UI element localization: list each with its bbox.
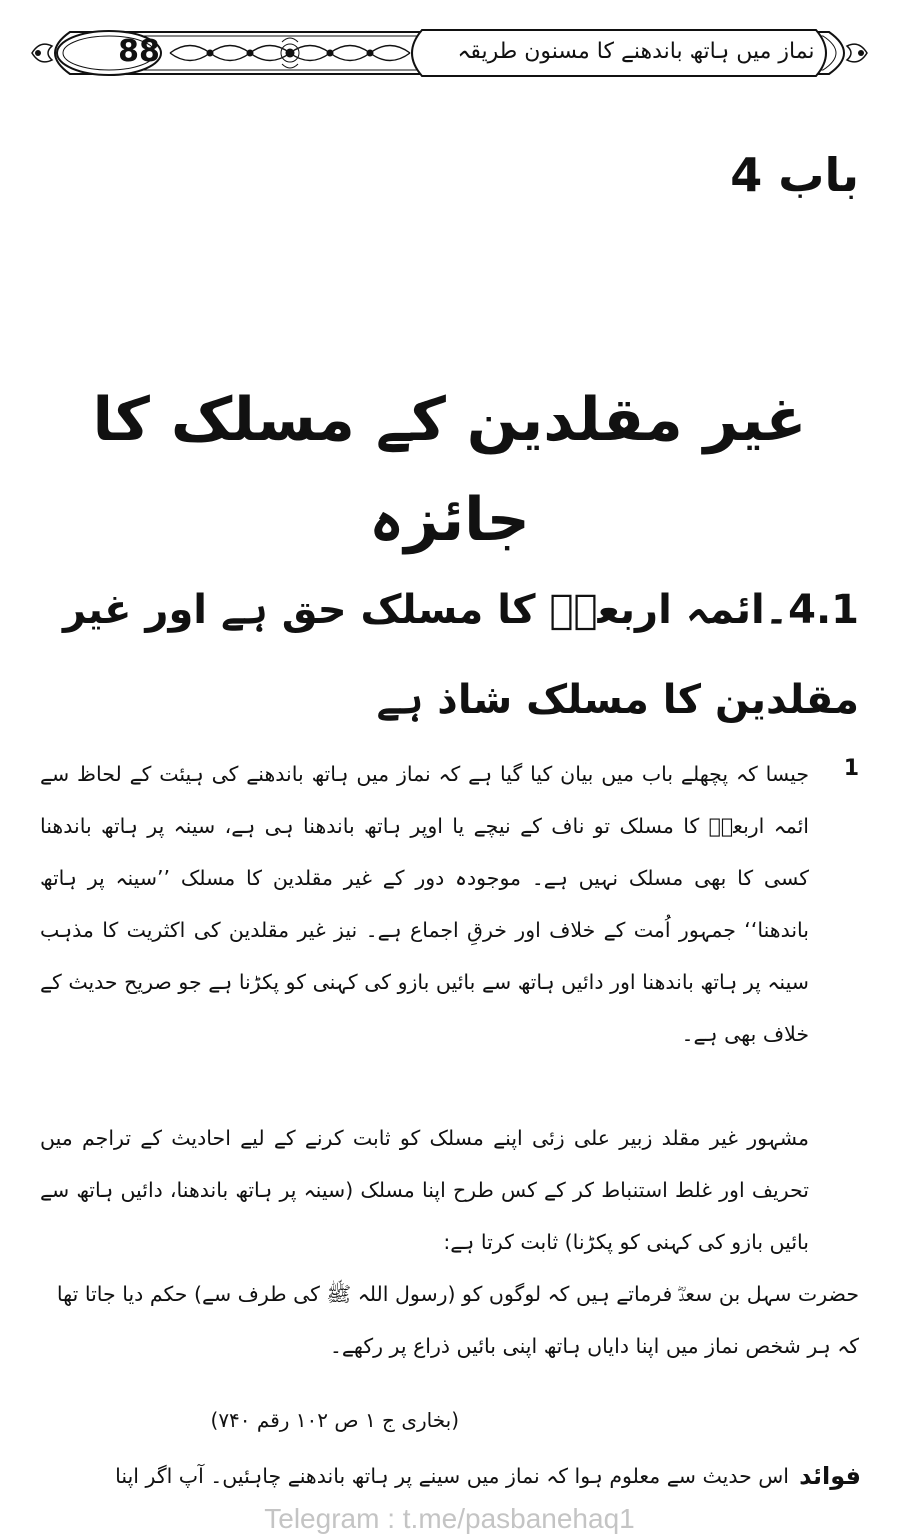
page-header <box>30 22 869 84</box>
paragraph-1: جیسا کہ پچھلے باب میں بیان کیا گیا ہے کہ نماز میں ہاتھ باندھنے کی ہیئت کے لحاظ سے ائمہ اربعہؒ کا مسلک تو ناف کے نیچے یا اوپر ہاتھ باندھنا ہی ہے، سینہ پر ہاتھ باندھنا کسی کا بھی مسلک نہیں ہے۔ موجودہ دور کے غیر مقلدین کا مسلک ’’سینہ پر ہاتھ باندھنا‘‘ جمہور اُمت کے خلاف اور خرقِ اجماع ہے۔ نیز غیر مقلدین کی اکثریت کا مذہب سینہ پر ہاتھ باندھنا اور دائیں ہاتھ سے بائیں بازو کی کہنی کو پکڑنا ہے جو صریح حدیث کے خلاف بھی ہے۔ <box>40 762 809 1046</box>
chapter-title: غیر مقلدین کے مسلک کا جائزہ <box>92 385 807 555</box>
hadith-text: حضرت سہل بن سعدؓ فرماتے ہیں کہ لوگوں کو (رسول اللہ ﷺ کی طرف سے) حکم دیا جاتا تھا کہ ہر شخص نماز میں اپنا دایاں ہاتھ اپنی بائیں ذراع پر رکھے۔ <box>56 1282 859 1358</box>
paragraph-marker: 1 <box>843 756 859 781</box>
section-title: ۔ائمہ اربعہؒ کا مسلک حق ہے اور غیر مقلدین کا مسلک شاذ ہے <box>62 587 859 723</box>
chapter-label: باب 4 <box>730 148 859 202</box>
section-heading <box>40 565 859 745</box>
hadith-reference: (بخاری ج ۱ ص ۱۰۲ رقم ۷۴۰) <box>210 1408 459 1432</box>
running-title: نماز میں ہاتھ باندھنے کا مسنون طریقہ <box>457 39 815 64</box>
page-number: 88 <box>118 34 160 69</box>
telegram-watermark: Telegram : t.me/pasbanehaq1 <box>264 1503 635 1534</box>
paragraph-2: مشہور غیر مقلد زبیر علی زئی اپنے مسلک کو ثابت کرنے کے لیے احادیث کے تراجم میں تحریف اور غلط استنباط کر کے کس طرح اپنا مسلک (سینہ پر ہاتھ باندھنا، دائیں ہاتھ سے بائیں بازو کی کہنی کو پکڑنا) ثابت کرتا ہے: <box>40 1126 809 1254</box>
section-number: 4.1 <box>788 587 859 633</box>
fawaid-text: اس حدیث سے معلوم ہوا کہ نماز میں سینے پر ہاتھ باندھنے چاہئیں۔ آپ اگر اپنا <box>115 1464 789 1488</box>
fawaid-label: فوائد <box>799 1462 861 1490</box>
